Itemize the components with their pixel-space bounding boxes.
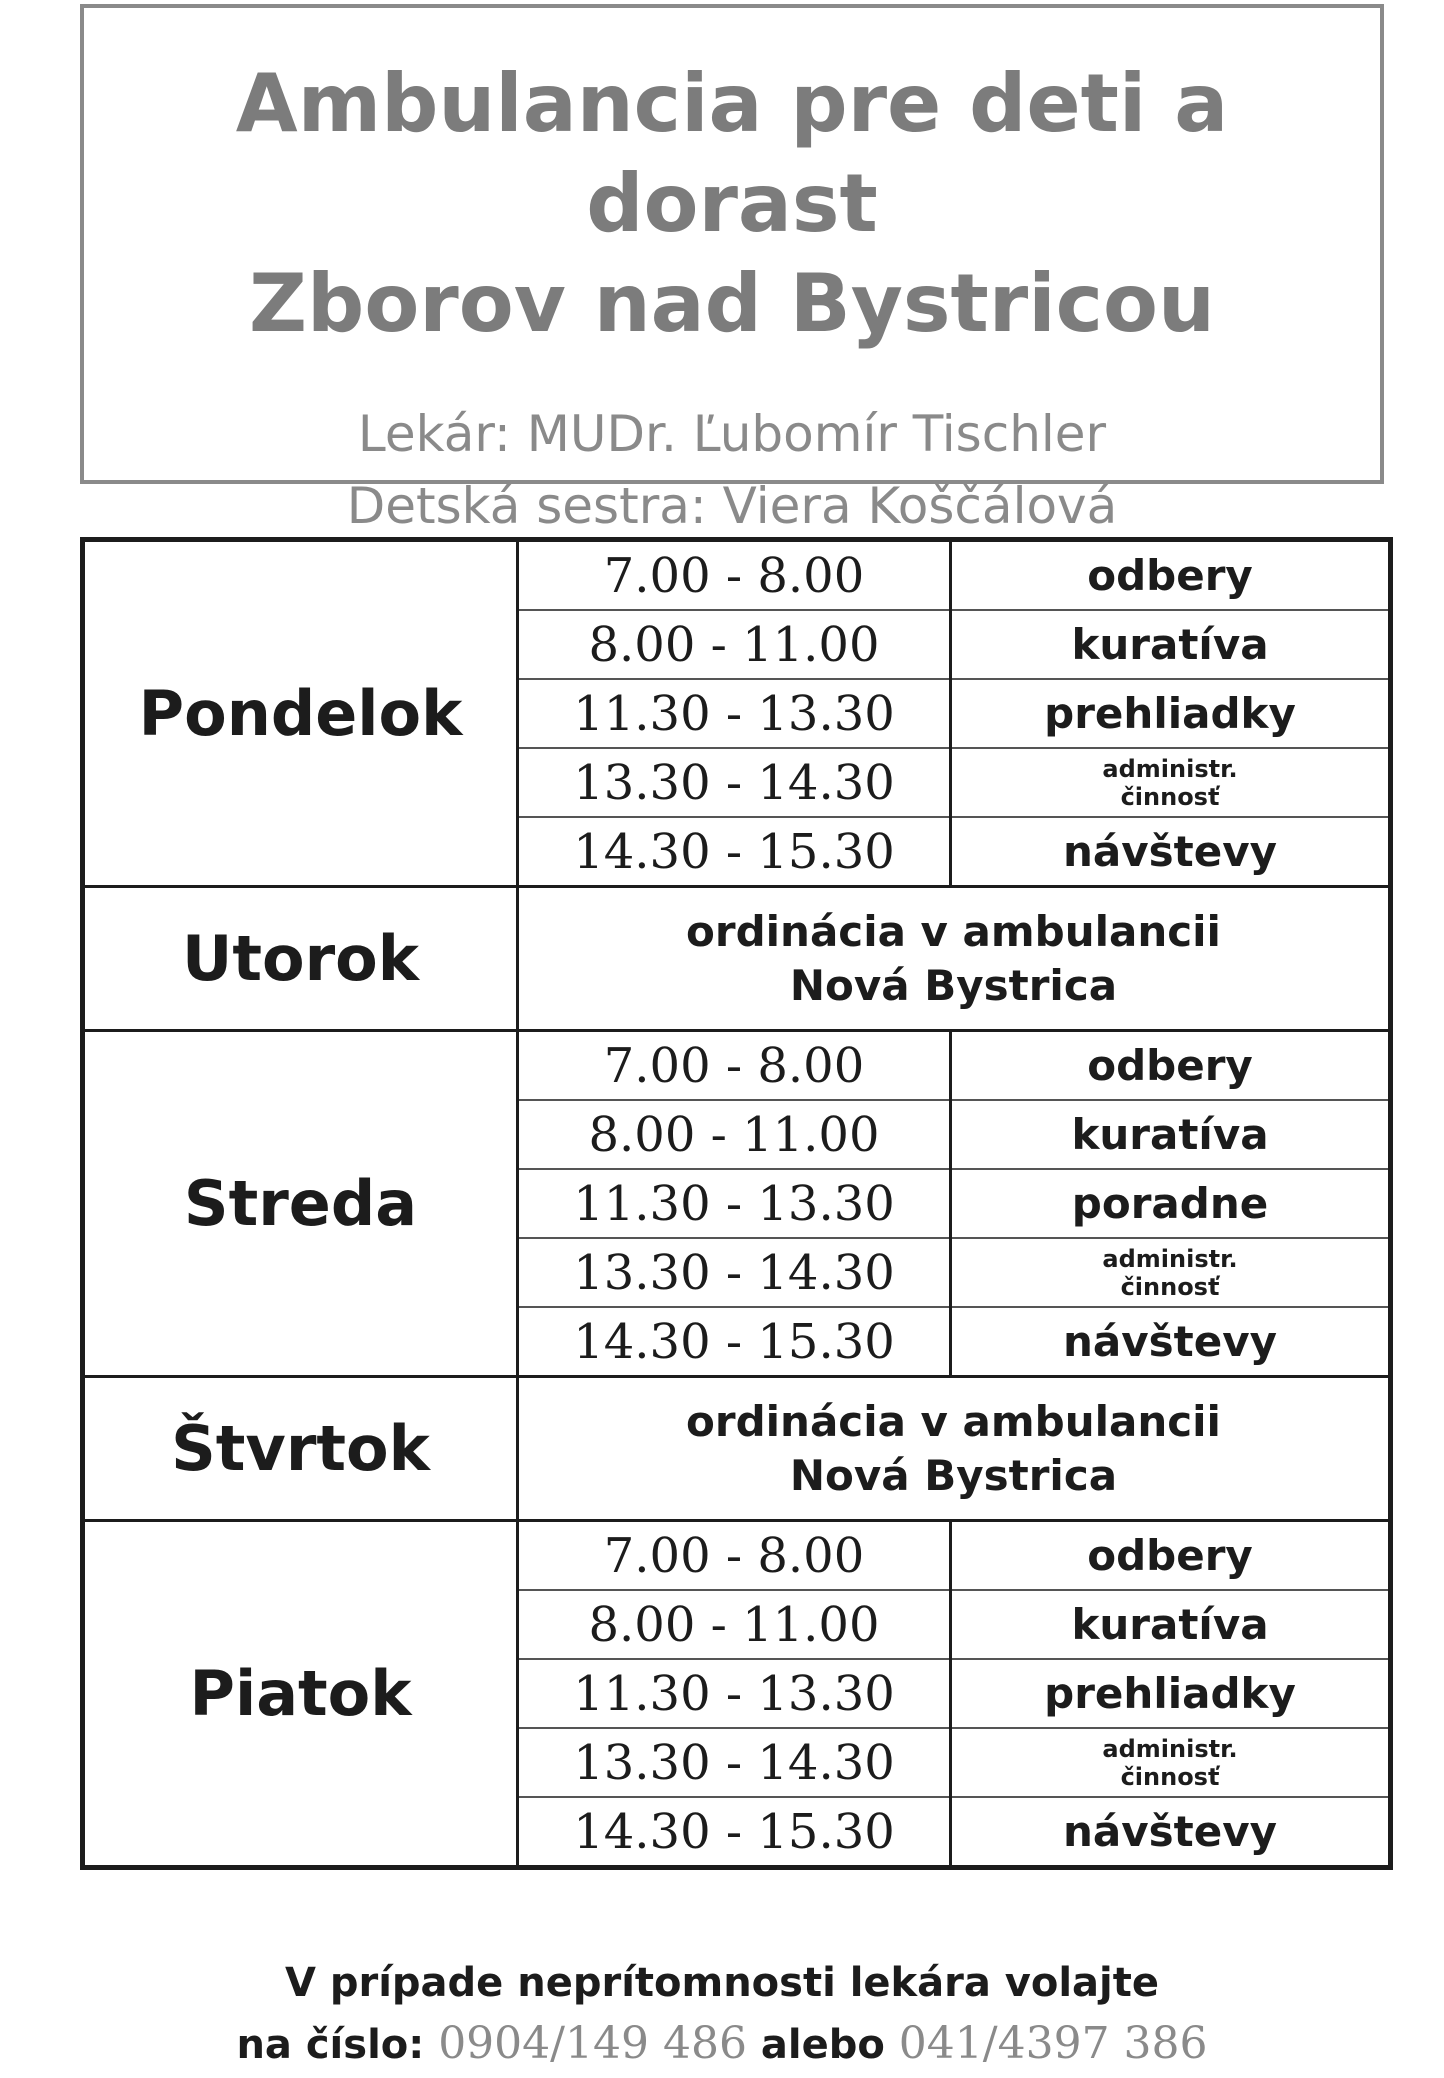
activity (951, 1238, 1391, 1307)
time-slot: 13.30 - 14.30 (518, 1238, 951, 1307)
activity: návštevy (951, 1797, 1391, 1868)
time-slot: 11.30 - 13.30 (518, 1659, 951, 1728)
day-thursday: Štvrtok (83, 1377, 518, 1521)
time-slot: 7.00 - 8.00 (518, 1031, 951, 1101)
time-slot: 14.30 - 15.30 (518, 817, 951, 887)
day-tuesday: Utorok (83, 887, 518, 1031)
activity-line-1: administr. (1102, 1734, 1238, 1763)
time-slot: 13.30 - 14.30 (518, 748, 951, 817)
activity: prehliadky (951, 1659, 1391, 1728)
table-row (83, 540, 1391, 611)
nurse-name: Detská sestra: Viera Koščálová (346, 477, 1118, 535)
activity: poradne (951, 1169, 1391, 1238)
title-line-1: Ambulancia pre deti a dorast (235, 57, 1229, 250)
note-line-2: Nová Bystrica (789, 960, 1118, 1010)
note-line-2: Nová Bystrica (789, 1450, 1118, 1500)
footer-connector: alebo (760, 2022, 885, 2068)
time-slot: 11.30 - 13.30 (518, 679, 951, 748)
note-line-1: ordinácia v ambulancii (686, 1396, 1221, 1446)
day-monday: Pondelok (83, 540, 518, 887)
time-slot: 13.30 - 14.30 (518, 1728, 951, 1797)
table-row (83, 1377, 1391, 1521)
tuesday-note (518, 887, 1391, 1031)
activity: kuratíva (951, 1100, 1391, 1169)
time-slot: 8.00 - 11.00 (518, 1100, 951, 1169)
activity: odbery (951, 1031, 1391, 1101)
activity: návštevy (951, 1307, 1391, 1377)
thursday-note (518, 1377, 1391, 1521)
schedule-table (80, 537, 1393, 1870)
activity: prehliadky (951, 679, 1391, 748)
activity: návštevy (951, 817, 1391, 887)
activity-line-2: činnosť (1120, 1762, 1220, 1791)
activity-line-1: administr. (1102, 754, 1238, 783)
title-line-2: Zborov nad Bystricou (249, 257, 1215, 350)
time-slot: 7.00 - 8.00 (518, 540, 951, 611)
header-box (80, 4, 1384, 535)
table-row (83, 887, 1391, 1031)
time-slot: 8.00 - 11.00 (518, 1590, 951, 1659)
day-wednesday: Streda (83, 1031, 518, 1377)
doctor-name: Lekár: MUDr. Ľubomír Tischler (357, 405, 1107, 463)
activity: odbery (951, 540, 1391, 611)
activity: odbery (951, 1521, 1391, 1591)
table-row (83, 1031, 1391, 1101)
footer-prefix: na číslo: (236, 2022, 425, 2068)
phone-number-2: 041/4397 386 (898, 2018, 1208, 2069)
activity-line-2: činnosť (1120, 1272, 1220, 1301)
activity: kuratíva (951, 610, 1391, 679)
time-slot: 7.00 - 8.00 (518, 1521, 951, 1591)
activity (951, 748, 1391, 817)
time-slot: 11.30 - 13.30 (518, 1169, 951, 1238)
activity (951, 1728, 1391, 1797)
activity-line-2: činnosť (1120, 782, 1220, 811)
time-slot: 8.00 - 11.00 (518, 610, 951, 679)
time-slot: 14.30 - 15.30 (518, 1307, 951, 1377)
table-row (83, 1521, 1391, 1591)
phone-number-1: 0904/149 486 (438, 2018, 747, 2069)
note-line-1: ordinácia v ambulancii (686, 906, 1221, 956)
day-friday: Piatok (83, 1521, 518, 1868)
footer-line-2 (0, 2018, 1444, 2069)
time-slot: 14.30 - 15.30 (518, 1797, 951, 1868)
activity: kuratíva (951, 1590, 1391, 1659)
activity-line-1: administr. (1102, 1244, 1238, 1273)
footer-line-1: V prípade neprítomnosti lekára volajte (284, 1960, 1160, 2006)
